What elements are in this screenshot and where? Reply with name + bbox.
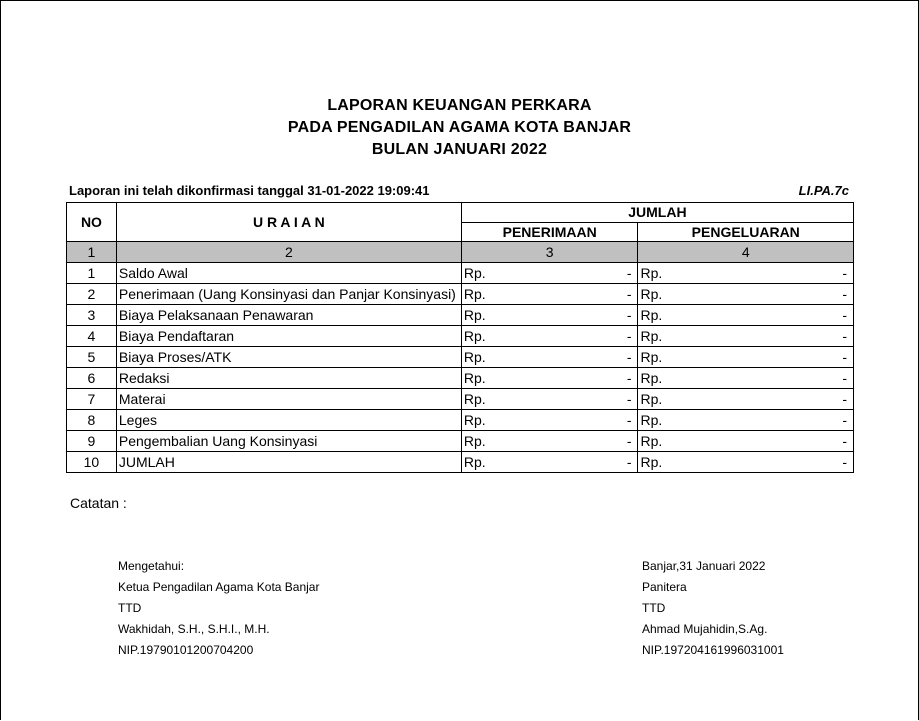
- column-index-row: [67, 242, 854, 263]
- pengeluaran-cell: [638, 284, 854, 305]
- amount-value: -: [842, 433, 847, 449]
- currency-label: Rp.: [463, 433, 486, 449]
- index-cell: 1: [67, 242, 117, 263]
- amount-value: -: [842, 328, 847, 344]
- pengeluaran-cell: [638, 368, 854, 389]
- report-title-line3: BULAN JANUARI 2022: [371, 141, 548, 158]
- currency-label: Rp.: [640, 433, 663, 449]
- sign-left-line: Ketua Pengadilan Agama Kota Banjar: [118, 580, 320, 594]
- currency-label: Rp.: [463, 307, 486, 323]
- pengeluaran-cell: [638, 305, 854, 326]
- report-title-line1: LAPORAN KEUANGAN PERKARA: [327, 97, 592, 114]
- currency-label: Rp.: [640, 370, 663, 386]
- row-number: 1: [67, 263, 117, 284]
- pengeluaran-cell: [638, 431, 854, 452]
- row-number: 7: [67, 389, 117, 410]
- header-row: [67, 203, 854, 223]
- table-row: [67, 410, 854, 431]
- penerimaan-cell: [461, 284, 638, 305]
- table-row: [67, 326, 854, 347]
- table-row: [67, 305, 854, 326]
- amount-value: -: [842, 307, 847, 323]
- row-number: 4: [67, 326, 117, 347]
- penerimaan-cell: [461, 347, 638, 368]
- pengeluaran-cell: [638, 452, 854, 473]
- table-row: [67, 263, 854, 284]
- currency-label: Rp.: [640, 307, 663, 323]
- amount-value: -: [626, 265, 632, 281]
- currency-label: Rp.: [463, 412, 486, 428]
- currency-label: Rp.: [463, 349, 486, 365]
- row-number: 3: [67, 305, 117, 326]
- table-row: [67, 431, 854, 452]
- currency-label: Rp.: [640, 454, 663, 470]
- currency-label: Rp.: [640, 349, 663, 365]
- currency-label: Rp.: [463, 454, 486, 470]
- amount-value: -: [842, 454, 847, 470]
- row-number: 8: [67, 410, 117, 431]
- table-row: [67, 452, 854, 473]
- penerimaan-cell: [461, 326, 638, 347]
- index-cell: 2: [116, 242, 461, 263]
- currency-label: Rp.: [640, 391, 663, 407]
- signature-right: [642, 556, 784, 661]
- sign-right-line: Banjar,31 Januari 2022: [642, 559, 766, 573]
- penerimaan-cell: [461, 410, 638, 431]
- pengeluaran-cell: [638, 263, 854, 284]
- amount-value: -: [626, 412, 632, 428]
- penerimaan-cell: [461, 389, 638, 410]
- row-label: Biaya Proses/ATK: [116, 347, 461, 368]
- amount-value: -: [626, 328, 632, 344]
- currency-label: Rp.: [463, 370, 486, 386]
- sign-left-line: NIP.19790101200704200: [118, 643, 254, 657]
- confirmation-text: Laporan ini telah dikonfirmasi tanggal 31-01-2022 19:09:41: [69, 183, 430, 198]
- report-code: LI.PA.7c: [798, 183, 849, 198]
- row-label: JUMLAH: [116, 452, 461, 473]
- signature-left: [118, 556, 319, 661]
- currency-label: Rp.: [463, 286, 486, 302]
- row-label: Pengembalian Uang Konsinyasi: [116, 431, 461, 452]
- header-jumlah: JUMLAH: [461, 203, 853, 223]
- penerimaan-cell: [461, 368, 638, 389]
- currency-label: Rp.: [463, 265, 486, 281]
- report-title-line2: PADA PENGADILAN AGAMA KOTA BANJAR: [287, 119, 632, 136]
- amount-value: -: [626, 391, 632, 407]
- row-label: Leges: [116, 410, 461, 431]
- sign-right-line: TTD: [642, 601, 666, 615]
- currency-label: Rp.: [640, 286, 663, 302]
- amount-value: -: [626, 349, 632, 365]
- amount-value: -: [626, 454, 632, 470]
- amount-value: -: [626, 370, 632, 386]
- note-label: Catatan :: [70, 495, 127, 511]
- penerimaan-cell: [461, 263, 638, 284]
- penerimaan-cell: [461, 305, 638, 326]
- row-number: 10: [67, 452, 117, 473]
- row-number: 2: [67, 284, 117, 305]
- currency-label: Rp.: [640, 412, 663, 428]
- amount-value: -: [626, 433, 632, 449]
- index-cell: 3: [461, 242, 638, 263]
- amount-value: -: [626, 307, 632, 323]
- row-number: 9: [67, 431, 117, 452]
- row-number: 6: [67, 368, 117, 389]
- amount-value: -: [842, 349, 847, 365]
- header-uraian: U R A I A N: [116, 203, 461, 242]
- pengeluaran-cell: [638, 410, 854, 431]
- table-row: [67, 368, 854, 389]
- amount-value: -: [842, 391, 847, 407]
- header-no: NO: [67, 203, 117, 242]
- row-label: Materai: [116, 389, 461, 410]
- pengeluaran-cell: [638, 347, 854, 368]
- table-row: [67, 284, 854, 305]
- sign-right-line: Ahmad Mujahidin,S.Ag.: [642, 622, 768, 636]
- sign-right-line: NIP.197204161996031001: [642, 643, 784, 657]
- amount-value: -: [842, 412, 847, 428]
- table-row: [67, 347, 854, 368]
- row-number: 5: [67, 347, 117, 368]
- amount-value: -: [842, 370, 847, 386]
- row-label: Redaksi: [116, 368, 461, 389]
- row-label: Biaya Pendaftaran: [116, 326, 461, 347]
- penerimaan-cell: [461, 452, 638, 473]
- header-pengeluaran: PENGELUARAN: [638, 222, 854, 242]
- row-label: Biaya Pelaksanaan Penawaran: [116, 305, 461, 326]
- currency-label: Rp.: [463, 328, 486, 344]
- pengeluaran-cell: [638, 326, 854, 347]
- header-penerimaan: PENERIMAAN: [461, 222, 638, 242]
- amount-value: -: [842, 286, 847, 302]
- table-row: [67, 389, 854, 410]
- sign-right-line: Panitera: [642, 580, 687, 594]
- report-table: [66, 202, 854, 473]
- sign-left-line: TTD: [118, 601, 142, 615]
- penerimaan-cell: [461, 431, 638, 452]
- pengeluaran-cell: [638, 389, 854, 410]
- currency-label: Rp.: [640, 265, 663, 281]
- row-label: Saldo Awal: [116, 263, 461, 284]
- currency-label: Rp.: [640, 328, 663, 344]
- sign-left-line: Mengetahui:: [118, 559, 185, 573]
- amount-value: -: [626, 286, 632, 302]
- sign-left-line: Wakhidah, S.H., S.H.I., M.H.: [118, 622, 270, 636]
- currency-label: Rp.: [463, 391, 486, 407]
- row-label: Penerimaan (Uang Konsinyasi dan Panjar Konsinyasi): [116, 284, 461, 305]
- index-cell: 4: [638, 242, 854, 263]
- amount-value: -: [842, 265, 847, 281]
